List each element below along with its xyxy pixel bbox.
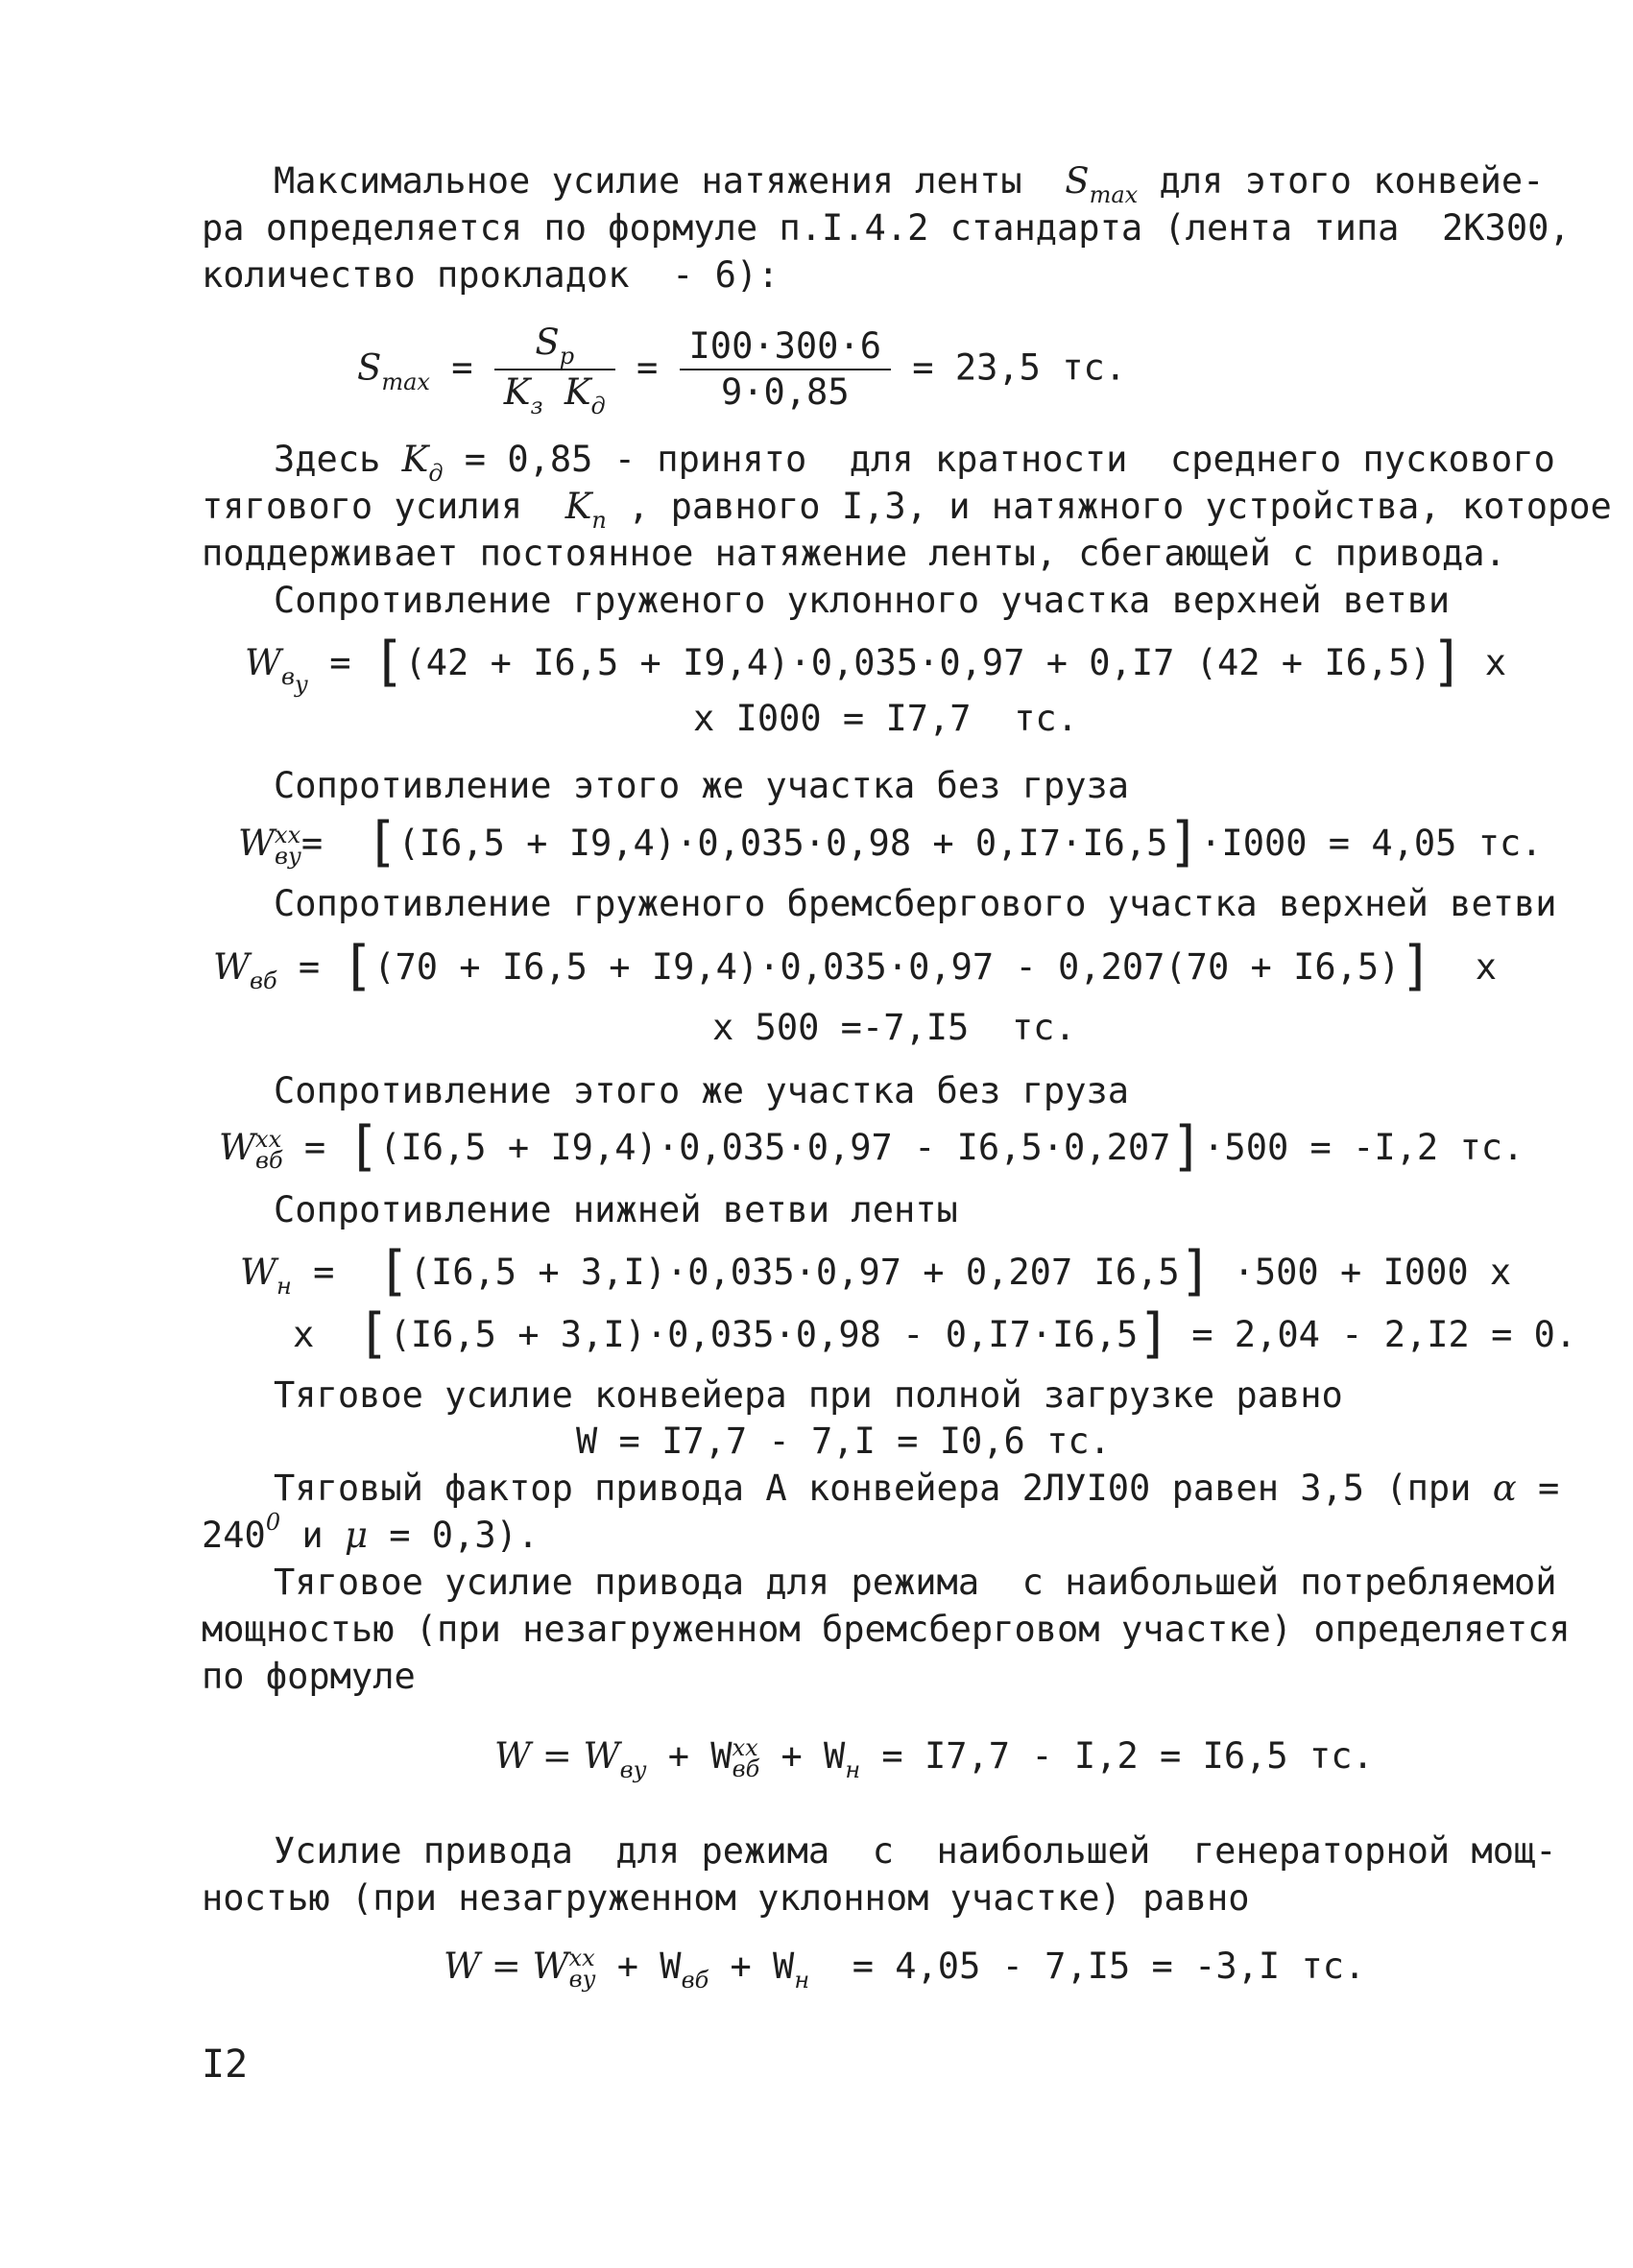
para10-line1: Тяговое усилие привода для режима с наибольшей потребляемой	[274, 1562, 1557, 1603]
formula-wvb-xx: W хх вб = [(I6,5 + I9,4)·0,035·0,97 - I6,5·0,207]·500 = -I,2 тс.	[219, 1115, 1525, 1178]
para8-text: Тяговое усилие конвейера при полной загрузке равно	[274, 1374, 1343, 1416]
formula-wvb-line2: х 500 =-7,I5 тс.	[712, 1007, 1076, 1048]
para4-text: Сопротивление этого же участка без груза	[274, 765, 1130, 806]
para9-line2: $240^0$ и μ = 0,3).	[202, 1509, 540, 1556]
para6-text: Сопротивление этого же участка без груза	[274, 1070, 1130, 1111]
para1-line1: Максимальное усилие натяжения ленты $S_{max}$ для этого конвейе-	[274, 160, 1545, 208]
fraction-numeric: $\frac{I00\cdot 300\cdot 6}{9\cdot 0,85}$	[680, 324, 891, 415]
para11-line2: ностью (при незагруженном уклонном участке) равно	[202, 1877, 1250, 1919]
formula-wvu-line2: х I000 = I7,7 тс.	[693, 698, 1078, 739]
para11-line1: Усилие привода для режима с наибольшей генераторной мощ-	[274, 1830, 1557, 1872]
formula-smax: $S_{max}$ = $\frac{S_p}{K_з K_д}$ = $\frac{I00\cdot 300\cdot 6}{9\cdot 0,85}$ = 23,5 тс.	[357, 322, 1127, 419]
para10-line3: по формуле	[202, 1656, 416, 1697]
formula-wvu-line1: $W_{ву} = [(42 + I6,5 + I9,4)\cdot 0,035\cdot 0,97 + 0,I7$ (42 + I6,5)] х	[245, 631, 1506, 698]
para7-text: Сопротивление нижней ветви ленты	[274, 1189, 958, 1230]
para9-line1: Тяговый фактор привода А конвейера 2ЛУI00 равен 3,5 (при α =	[274, 1468, 1560, 1509]
page-number: I2	[202, 2042, 249, 2087]
formula-wvb-line1: $W_{вб} = [(70 + I6,5 + I9,4)\cdot 0,035\cdot 0,97 - 0,207(70 + I6,5)]$ х	[213, 935, 1497, 997]
para10-line2: мощностью (при незагруженном бремсберговом участке) определяется	[202, 1609, 1571, 1650]
para1-line3: количество прокладок - 6):	[202, 254, 780, 296]
para3-text: Сопротивление груженого уклонного участка верхней ветви	[274, 580, 1451, 621]
formula-w1: $W = W_{ву} + W$ хх вб + $W_н = I7,7 - I,2 = I6,5$ тс.	[494, 1733, 1374, 1783]
para2-line3: поддерживает постоянное натяжение ленты, сбегающей с привода.	[202, 533, 1506, 574]
formula-wn-line1: $W_н = [(I6,5 + 3,I)\cdot 0,035\cdot 0,97 + 0,207$ I6,5] ·500 + I000 х	[240, 1240, 1512, 1302]
para2-line2: тягового усилия $K_п$ , равного I,3, и натяжного устройства, которое	[202, 486, 1612, 534]
fraction-sp: $\frac{S_p}{K_з K_д}$	[494, 321, 615, 418]
formula-wvu-xx: W хх ву = [(I6,5 + I9,4)·0,035·0,98 + 0,I7·I6,5]·I000 = 4,05 тс.	[238, 811, 1543, 873]
formula-w2: W = W хх ву + $W_{вб} + W_н = 4,05 - 7,I5 = -3,I$ тс.	[444, 1944, 1366, 1993]
para1-line2: ра определяется по формуле п.I.4.2 стандарта (лента типа 2К300,	[202, 207, 1571, 249]
para2-line1: Здесь $K_д = 0,85$ - принято для кратности среднего пускового	[274, 439, 1555, 487]
para8-formula: W = I7,7 - 7,I = I0,6 тс.	[576, 1420, 1111, 1462]
para5-text: Сопротивление груженого бремсбергового участка верхней ветви	[274, 883, 1557, 924]
formula-wn-line2: х [(I6,5 + 3,I)·0,035·0,98 - 0,I7·I6,5] = 2,04 - 2,I2 = 0.	[293, 1302, 1577, 1365]
